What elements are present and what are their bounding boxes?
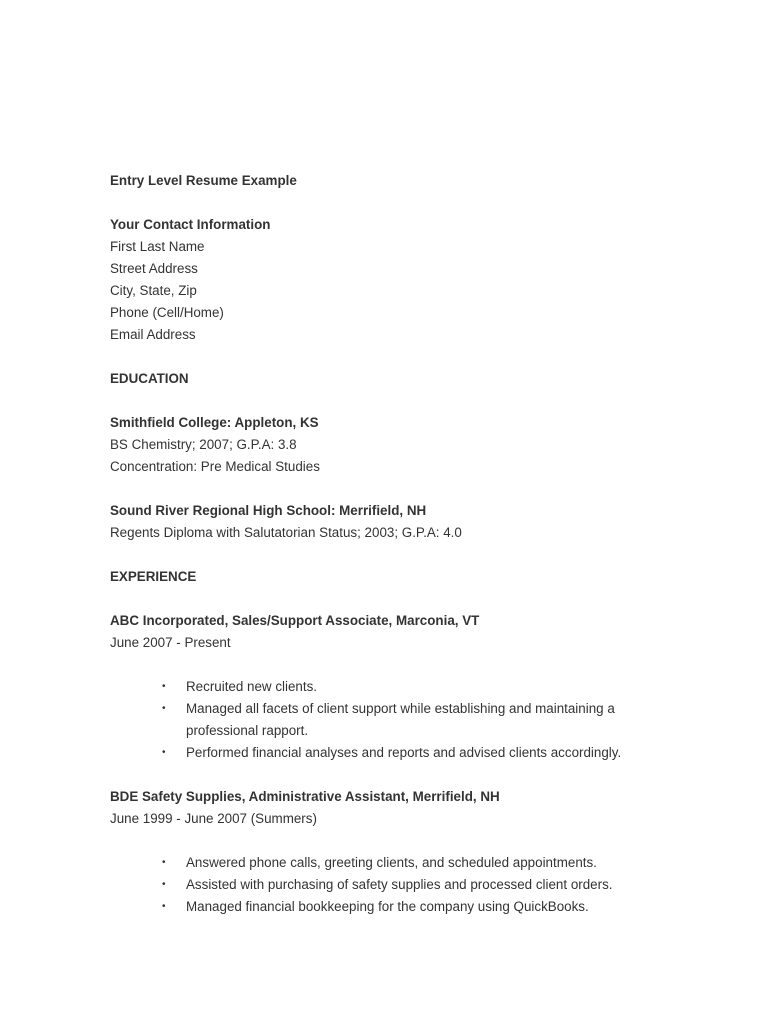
spacer (110, 830, 670, 852)
contact-heading: Your Contact Information (110, 217, 271, 232)
job-entry (110, 786, 670, 918)
experience-section (110, 566, 670, 918)
job-bullet-list (110, 676, 670, 764)
spacer (110, 346, 670, 368)
job-bullet-list (110, 852, 670, 918)
list-item-text: Managed financial bookkeeping for the company using QuickBooks. (186, 899, 589, 914)
list-item-text: Answered phone calls, greeting clients, and scheduled appointments. (186, 855, 597, 870)
bullet-icon: • (162, 901, 166, 912)
list-item (162, 698, 656, 742)
list-item (162, 896, 656, 918)
education-detail: BS Chemistry; 2007; G.P.A: 3.8 (110, 437, 297, 452)
experience-heading: EXPERIENCE (110, 569, 197, 584)
spacer (110, 544, 670, 566)
job-entry (110, 610, 670, 764)
spacer (110, 654, 670, 676)
education-heading: EDUCATION (110, 371, 189, 386)
resume-document (110, 170, 670, 918)
list-item-text: Managed all facets of client support while establishing and maintaining a professional rapport. (186, 701, 615, 738)
list-item (162, 874, 656, 896)
list-item (162, 742, 656, 764)
contact-street: Street Address (110, 261, 198, 276)
education-detail: Regents Diploma with Salutatorian Status; 2003; G.P.A: 4.0 (110, 525, 462, 540)
education-section (110, 368, 670, 544)
education-detail: Concentration: Pre Medical Studies (110, 459, 320, 474)
bullet-icon: • (162, 703, 166, 714)
job-title: BDE Safety Supplies, Administrative Assistant, Merrifield, NH (110, 789, 500, 804)
spacer (110, 192, 670, 214)
job-dates: June 1999 - June 2007 (Summers) (110, 811, 317, 826)
contact-email: Email Address (110, 327, 196, 342)
list-item (162, 852, 656, 874)
education-entry (110, 412, 670, 478)
document-title: Entry Level Resume Example (110, 173, 297, 188)
contact-phone: Phone (Cell/Home) (110, 305, 224, 320)
job-title: ABC Incorporated, Sales/Support Associate, Marconia, VT (110, 613, 480, 628)
spacer (110, 764, 670, 786)
education-entry (110, 500, 670, 544)
bullet-icon: • (162, 857, 166, 868)
list-item (162, 676, 656, 698)
spacer (110, 390, 670, 412)
spacer (110, 478, 670, 500)
job-dates: June 2007 - Present (110, 635, 231, 650)
education-school: Sound River Regional High School: Merrifield, NH (110, 503, 427, 518)
education-school: Smithfield College: Appleton, KS (110, 415, 319, 430)
contact-section (110, 214, 670, 346)
spacer (110, 588, 670, 610)
list-item-text: Performed financial analyses and reports and advised clients accordingly. (186, 745, 622, 760)
list-item-text: Recruited new clients. (186, 679, 317, 694)
list-item-text: Assisted with purchasing of safety supplies and processed client orders. (186, 877, 613, 892)
contact-name: First Last Name (110, 239, 205, 254)
contact-city: City, State, Zip (110, 283, 197, 298)
bullet-icon: • (162, 681, 166, 692)
bullet-icon: • (162, 879, 166, 890)
bullet-icon: • (162, 747, 166, 758)
